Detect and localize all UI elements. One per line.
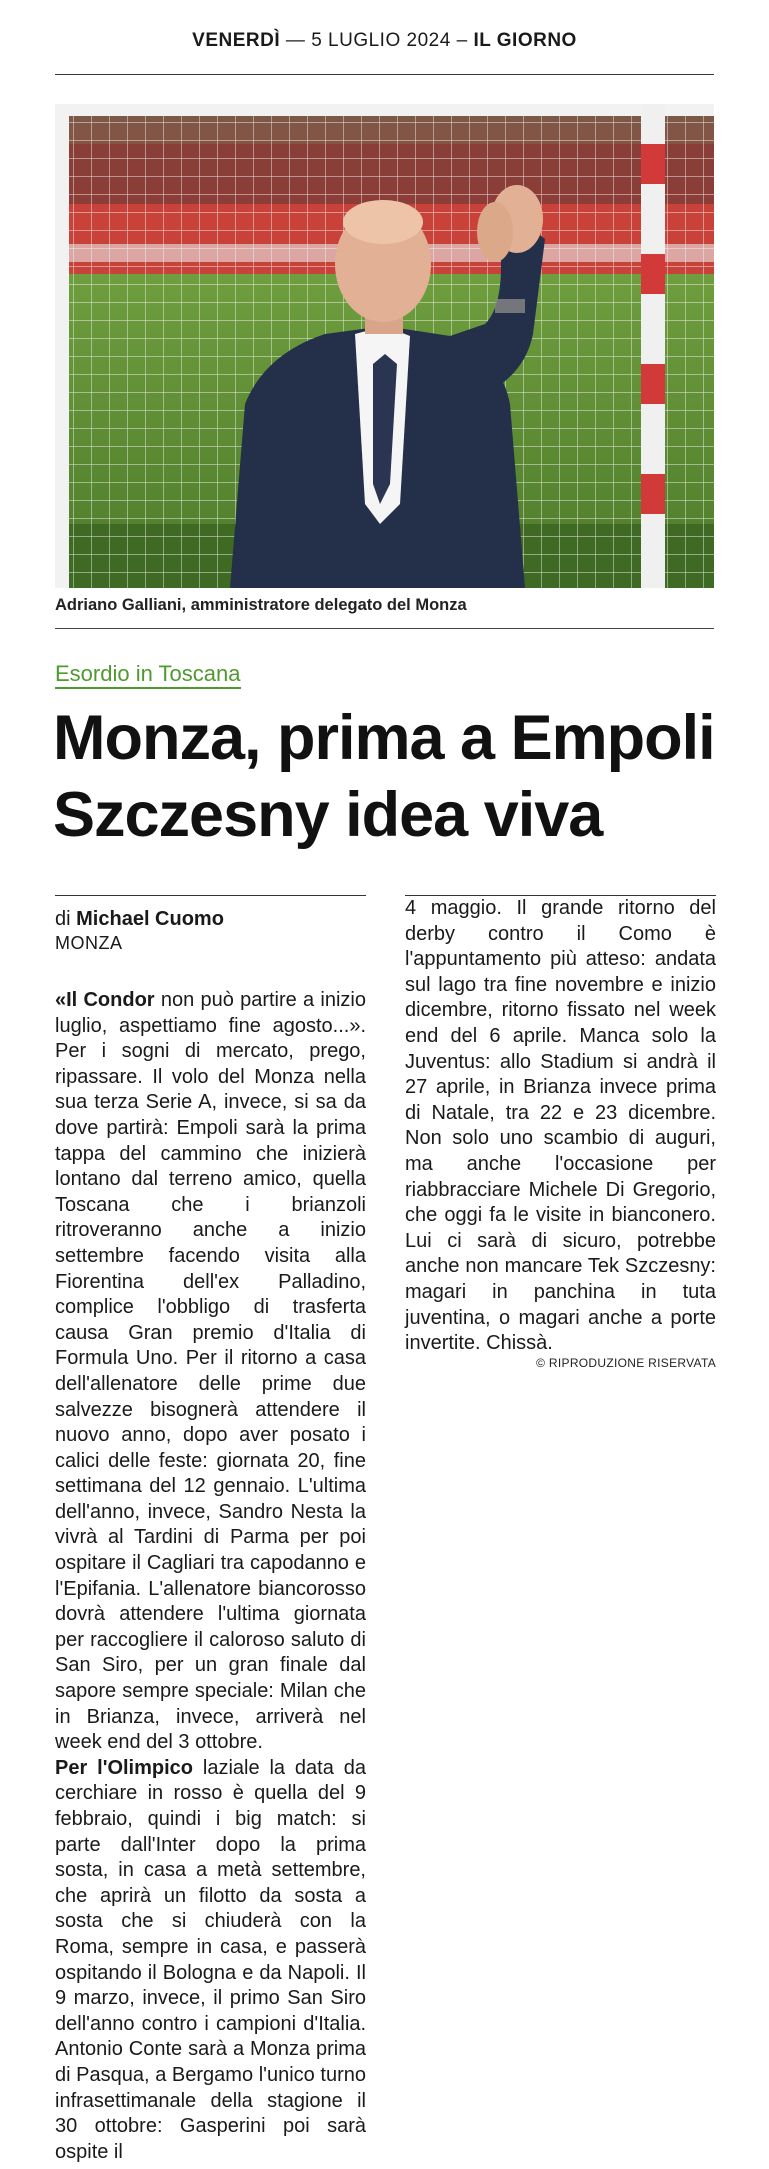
article-kicker: Esordio in Toscana (55, 662, 241, 689)
article-headline (53, 700, 733, 854)
byline-prefix: di (55, 908, 71, 930)
dateline-separator-2: – (456, 30, 468, 51)
newspaper-name: IL GIORNO (473, 30, 577, 51)
paragraph-2 (55, 1756, 366, 2166)
column-1-divider (55, 895, 366, 896)
headline-line-2: Szczesny idea viva (53, 779, 603, 850)
paragraph-1-lead: «Il Condor (55, 989, 155, 1011)
dateline (0, 30, 769, 52)
article-column-1 (55, 988, 366, 2165)
article-photo (55, 104, 714, 588)
dateline-location: MONZA (55, 933, 123, 953)
author-name: Michael Cuomo (76, 908, 224, 930)
dateline-separator: — (285, 30, 306, 51)
paragraph-2-lead: Per l'Olimpico (55, 1756, 194, 1779)
paragraph-2-text: laziale la data da cerchiare in rosso è quella del 9 febbraio, quindi i big match: si parte dall'Inter dopo la prima sosta, in casa a metà settembre, che aprirà un filotto da sosta a sosta che si chiuderà con la Roma, sempre in casa, e passerà ospitando il Bologna e da Napoli. Il 9 marzo, invece, il primo San Siro dell'anno contro i campioni d'Italia. Antonio Conte sarà a Monza prima di Pasqua, a Bergamo l'unico turno infrasettimanale della stagione il 30 ottobre: Gasperini poi sarà ospite il (55, 1756, 366, 2163)
header-divider (55, 74, 714, 75)
article-column-2 (405, 896, 716, 1357)
byline (55, 906, 224, 955)
paragraph-1 (55, 988, 366, 1756)
photo-caption: Adriano Galliani, amministratore delegato del Monza (55, 596, 467, 614)
paragraph-1-text: non può partire a inizio luglio, aspettiamo fine agosto...». Per i sogni di mercato, prego, ripassare. Il volo del Monza nella sua terza Serie A, invece, si sa da dove partirà: Empoli sarà la prima tappa del cammino che inizierà lontano dal terreno amico, quella Toscana che i brianzoli ritroveranno anche a inizio settembre facendo visita alla Fiorentina dell'ex Palladino, complice l'obbligo di trasferta causa Gran premio d'Italia di Formula Uno. Per il ritorno a casa dell'allenatore delle prime due salvezze bisognerà attendere il nuovo anno, dopo aver posato i calici delle feste: giornata 20, fine settimana del 12 gennaio. L'ultima dell'anno, invece, Sandro Nesta la vivrà al Tardini di Parma per poi ospitare il Cagliari tra capodanno e l'Epifania. L'allenatore biancorosso dovrà attendere l'ultima giornata per raccogliere il caloroso saluto di San Siro, per un gran finale dal sapore sempre speciale: Milan che in Brianza, invece, arriverà nel week end del 3 ottobre. (55, 989, 366, 1754)
dateline-day: VENERDÌ (192, 30, 281, 51)
dateline-date: 5 LUGLIO 2024 (311, 30, 451, 51)
paragraph-2-continued: 4 maggio. Il grande ritorno del derby contro il Como è l'appuntamento più atteso: andata sul lago tra fine novembre e inizio dicembre, ritorno fissato nel week end del 6 aprile. Manca solo la Juventus: allo Stadium si andrà il 27 aprile, in Brianza invece prima di Natale, tra 22 e 23 dicembre. Non solo uno scambio di auguri, ma anche l'occasione per riabbracciare Michele Di Gregorio, che oggi fa le visite in bianconero. Lui ci sarà di sicuro, potrebbe anche non mancare Tek Szczesny: magari in panchina in tuta juventina, o magari anche a porte invertite. Chissà. (405, 897, 716, 1355)
headline-line-1: Monza, prima a Empoli (53, 703, 715, 773)
copyright-notice: © RIPRODUZIONE RISERVATA (536, 1356, 716, 1370)
photo-illustration (55, 104, 714, 588)
caption-divider (55, 628, 714, 629)
